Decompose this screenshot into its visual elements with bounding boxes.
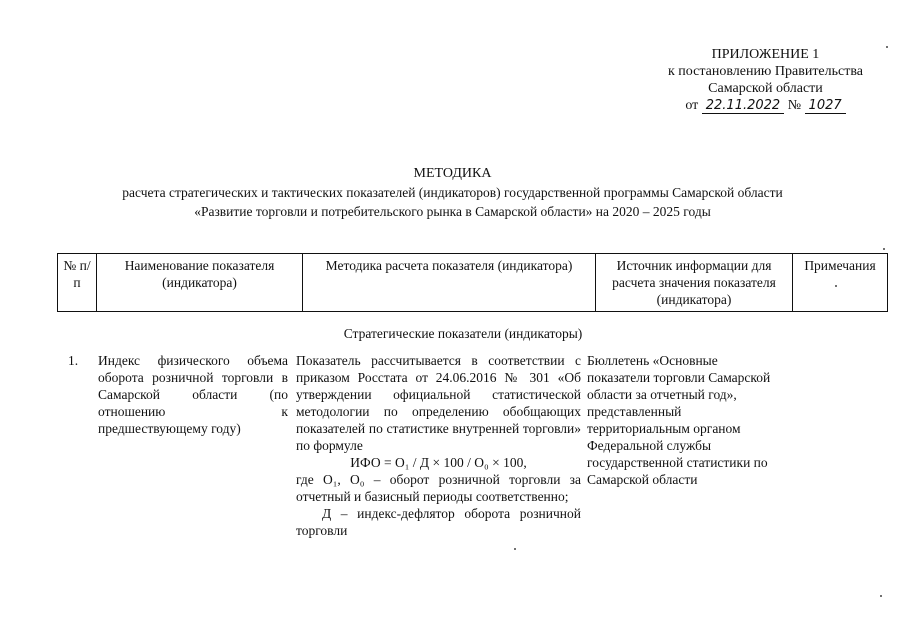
- scan-speck: [883, 248, 885, 250]
- scan-speck: [514, 548, 516, 550]
- methodology-table-header: [57, 253, 888, 312]
- appendix-title: ПРИЛОЖЕНИЕ 1: [711, 47, 820, 62]
- document-title: МЕТОДИКА: [413, 166, 492, 181]
- section-title: Стратегические показатели (индикаторы): [343, 326, 583, 341]
- appendix-date-line: [668, 97, 863, 114]
- header-source: Источник информации для расчета значения показателя (индикатора): [596, 254, 793, 312]
- source-text: Бюллетень «Основные показатели торговли Самарской области за отчетный год», представленный территориальным органом Федеральной службы государственной статистики по Самарской области: [587, 353, 771, 487]
- formula: ИФО = О₁ / Д × 100 / О₀ × 100,: [350, 455, 527, 470]
- scan-speck: [886, 46, 888, 48]
- row-number: 1.: [68, 353, 79, 368]
- header-notes: Примечания: [793, 254, 888, 312]
- handwritten-number: 1027: [805, 98, 846, 114]
- handwritten-date: 22.11.2022: [702, 98, 784, 114]
- appendix-block: [668, 46, 863, 114]
- date-label: от: [685, 98, 699, 113]
- indicator-name-text: Индекс физического объема оборота розничной торговли в Самарской области (по отношению к предшествующему году): [98, 353, 288, 436]
- header-methodology: Методика расчета показателя (индикатора): [303, 254, 596, 312]
- appendix-region: Самарской области: [708, 81, 823, 96]
- deflator-definition: Д – индекс-дефлятор оборота розничной торговли: [296, 506, 581, 538]
- row-methodology: [296, 352, 581, 539]
- document-subtitle-line2: «Развитие торговли и потребительского рынка в Самарской области» на 2020 – 2025 годы: [194, 204, 711, 219]
- scan-speck: [880, 595, 882, 597]
- appendix-reference: к постановлению Правительства: [667, 64, 863, 79]
- table-header-row: [58, 254, 888, 312]
- scan-speck: [835, 285, 837, 287]
- header-indicator-name: Наименование показателя (индикатора): [97, 254, 303, 312]
- methodology-paragraph: Показатель рассчитывается в соответствии с приказом Росстата от 24.06.2016 № 301 «Об утверждении официальной статистической методологии по определению обобщающих показателей по статистике внутренней торговли» по формуле: [296, 353, 581, 453]
- row-indicator-name: [98, 352, 288, 437]
- number-label: №: [787, 98, 802, 113]
- document-subtitle-line1: расчета стратегических и тактических показателей (индикаторов) государственной программы Самарской области: [122, 185, 783, 200]
- header-number: № п/п: [58, 254, 97, 312]
- formula-definitions: где О₁, О₀ – оборот розничной торговли за отчетный и базисный периоды соответственно;: [296, 472, 581, 504]
- row-source: [587, 352, 772, 488]
